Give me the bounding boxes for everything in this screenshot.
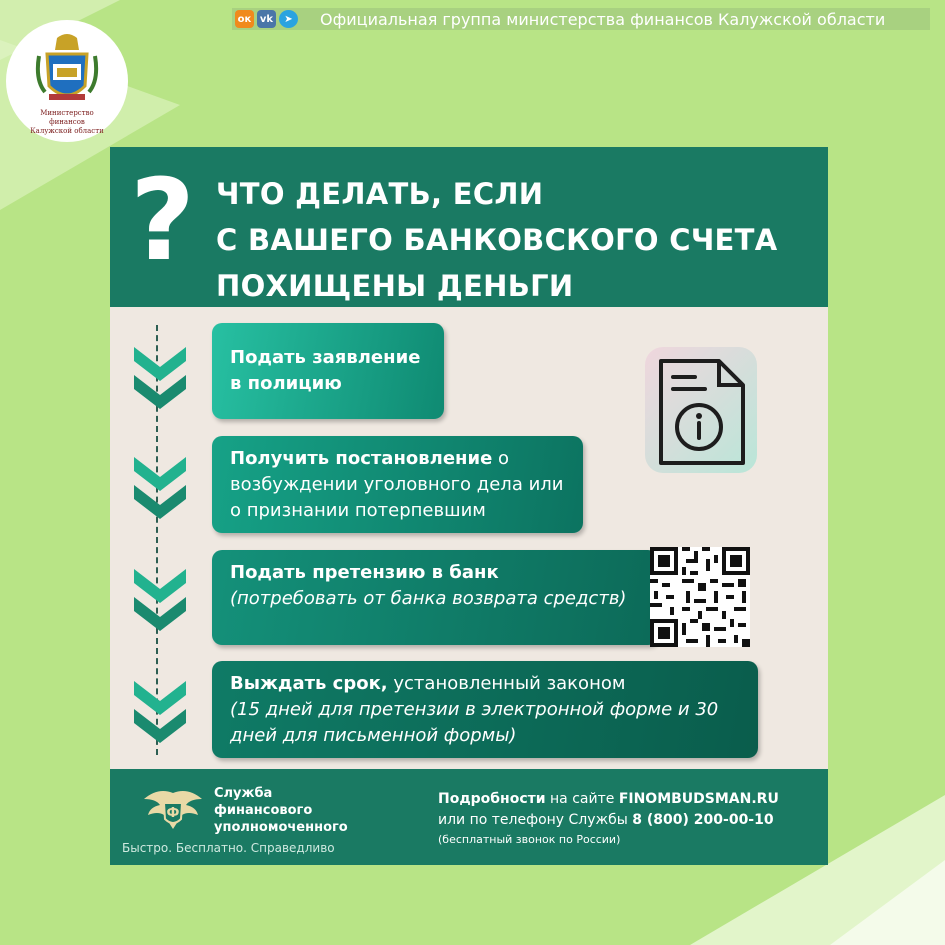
contact-info: [438, 789, 779, 849]
step-4-card: [212, 661, 758, 758]
social-icons: [235, 10, 298, 28]
step-1-card: [212, 323, 444, 419]
chevron-down-icon: [132, 455, 188, 523]
site-link[interactable]: FINOMBUDSMAN.RU: [618, 791, 779, 807]
org-name-line-3: уполномоченного: [214, 820, 348, 835]
step-4-text: установленный законом: [387, 673, 626, 694]
coat-of-arms-icon: [35, 30, 99, 108]
step-1-bold: Подать заявление в полицию: [230, 347, 421, 394]
financial-ombudsman-emblem-icon: [140, 783, 206, 835]
step-3-italic: (потребовать от банка возврата средств): [230, 588, 627, 609]
step-4-bold: Выждать срок,: [230, 673, 388, 694]
document-info-icon: [645, 347, 757, 473]
qr-code[interactable]: [650, 547, 750, 647]
chevron-down-icon: [132, 345, 188, 413]
logo-line-3: Калужской области: [30, 127, 104, 135]
details-text: на сайте: [545, 791, 619, 807]
logo-line-1: Министерство: [40, 109, 94, 117]
svg-text:Ф: Ф: [166, 806, 180, 821]
phone-note: (бесплатный звонок по России): [438, 833, 621, 846]
info-card: [110, 147, 828, 865]
telegram-icon[interactable]: ➤: [279, 10, 298, 28]
step-3-card: [212, 550, 658, 645]
phone-text: или по телефону Службы: [438, 812, 633, 828]
details-label: Подробности: [438, 791, 546, 807]
chevron-down-icon: [132, 679, 188, 747]
phone-number[interactable]: 8 (800) 200-00-10: [632, 812, 774, 828]
vk-icon[interactable]: vk: [257, 10, 276, 28]
group-title: Официальная группа министерства финансов Калужской области: [320, 9, 886, 29]
step-3-bold: Подать претензию в банк: [230, 562, 499, 583]
org-name-line-1: Служба: [214, 786, 273, 801]
odnoklassniki-icon[interactable]: ок: [235, 10, 254, 28]
question-mark-icon: ?: [130, 156, 195, 286]
logo-line-2: финансов: [49, 118, 85, 126]
step-2-bold: Получить постановление: [230, 448, 493, 469]
ombudsman-name: [214, 785, 348, 836]
card-title: [216, 171, 778, 309]
step-2-card: [212, 436, 583, 533]
org-name-line-2: финансового: [214, 803, 313, 818]
title-line-1: ЧТО ДЕЛАТЬ, ЕСЛИ: [216, 177, 544, 211]
card-footer: [110, 769, 828, 865]
slogan: Быстро. Бесплатно. Справедливо: [122, 841, 335, 855]
group-header-bar: [232, 8, 930, 30]
step-4-italic: (15 дней для претензии в электронной форме и 30 дней для письменной формы): [230, 699, 719, 746]
card-header: [110, 147, 828, 307]
title-line-3: ПОХИЩЕНЫ ДЕНЬГИ: [216, 269, 574, 303]
title-line-2: С ВАШЕГО БАНКОВСКОГО СЧЕТА: [216, 223, 778, 257]
chevron-down-icon: [132, 567, 188, 635]
step-2-text: о возбуждении уголовного дела или о признании потерпевшим: [230, 448, 564, 521]
ministry-logo: [6, 20, 128, 142]
